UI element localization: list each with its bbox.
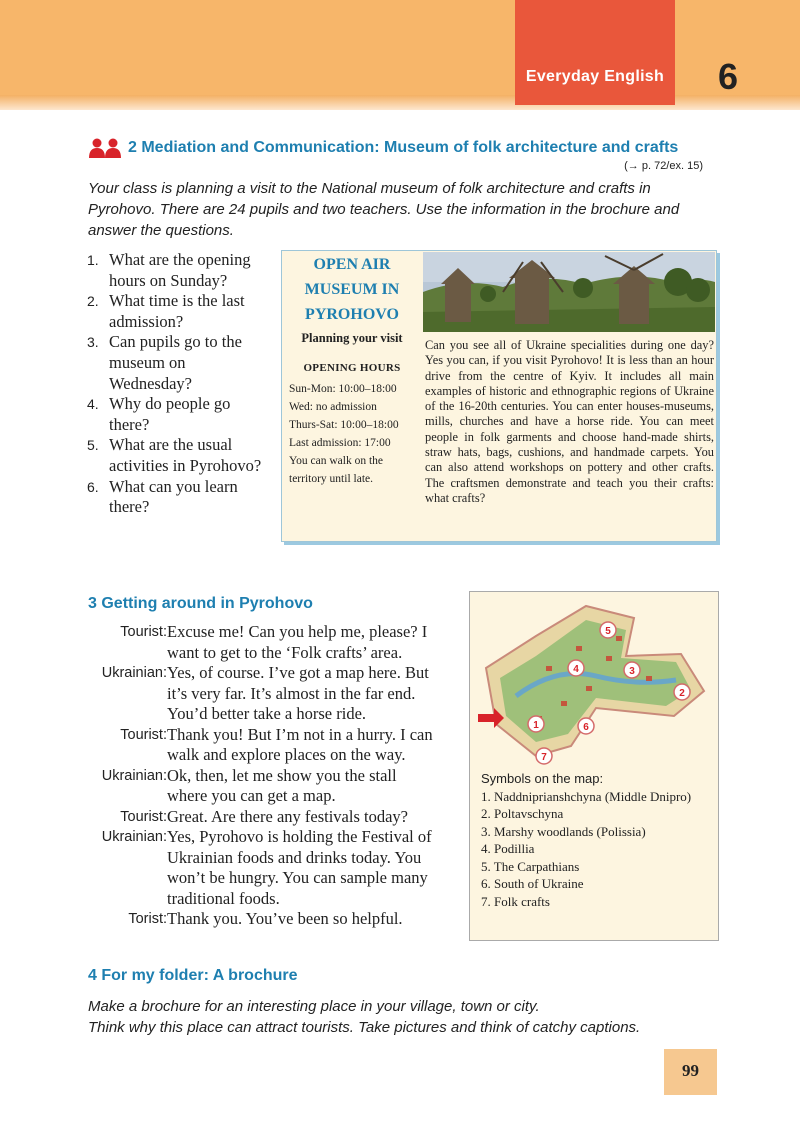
- section3-title: 3 Getting around in Pyrohovo: [88, 595, 313, 612]
- speech-line: Ok, then, let me show you the stall: [167, 765, 397, 785]
- question-item: 6. What can you learn there?: [87, 476, 238, 517]
- section4-text-1: Make a brochure for an interesting place in your village, town or city.: [88, 998, 540, 1015]
- speech-line: traditional foods.: [167, 888, 280, 908]
- speech: [167, 766, 467, 807]
- speech-line: Ukrainian foods and drinks today. You: [167, 847, 422, 867]
- speech-line: Thank you. You’ve been so helpful.: [167, 909, 403, 928]
- speaker: Tourist:: [120, 726, 167, 743]
- map-marker: 5: [605, 626, 611, 637]
- speaker: Tourist:: [120, 808, 167, 825]
- dialogue-turn: [87, 827, 467, 909]
- speech-line: You’d better take a horse ride.: [167, 704, 367, 723]
- question-item: 2. What time is the last admission?: [87, 291, 245, 331]
- question-item: 4. Why do people go there?: [87, 394, 231, 434]
- section2-instructions: Your class is planning a visit to the National museum of folk architecture and crafts in Pyrohovo. There are 24 pupils and two teachers. Use the information in the brochure and answer the questions.: [88, 180, 680, 239]
- section4-title: 4 For my folder: A brochure: [88, 967, 298, 984]
- brochure-text: Can you see all of Ukraine specialities during one day? Yes you can, if you visit Pyrohovo! It is less than an hour drive from the centre of Kyiv. It includes all main examples of historic and ethnographic regions of Ukraine of the 16-20th centuries. You can enter houses-museums, mills, churches and have a horse ride. You can meet people in folk garments and choose hand-made shirts, straw hats, bags, cushions, and handmade carpets. You can also attend workshops on pottery and other crafts. The craftsmen demonstrate and teach you their crafts: what crafts?: [425, 338, 714, 505]
- speech: [167, 725, 467, 766]
- speaker: Ukrainian:: [101, 767, 167, 784]
- brochure-title: OPEN AIR MUSEUM IN PYROHOVO: [304, 256, 400, 323]
- symbol-item: 4. Podillia: [481, 841, 535, 856]
- header-band-fade: [0, 95, 800, 110]
- symbol-item: 2. Poltavschyna: [481, 806, 564, 821]
- dialogue-turn: [87, 663, 467, 725]
- header-band: [0, 0, 800, 110]
- map-symbols: [481, 770, 713, 910]
- unit-tab: [515, 0, 675, 105]
- museum-map: [476, 596, 712, 766]
- map-marker: 4: [573, 664, 579, 675]
- speech-line: where you can get a map.: [167, 786, 336, 805]
- speech-line: Yes, Pyrohovo is holding the Festival of: [167, 827, 432, 846]
- speech-line: Great. Are there any festivals today?: [167, 806, 408, 826]
- speech: [167, 663, 467, 725]
- speech: [167, 807, 467, 828]
- map-marker: 7: [541, 752, 547, 763]
- opening-hours-list: [289, 380, 419, 488]
- brochure-subtitle: Planning your visit: [301, 331, 403, 345]
- map-marker: 6: [583, 722, 589, 733]
- speaker: Torist:: [128, 911, 167, 927]
- hours-line: Thurs-Sat: 10:00–18:00: [289, 419, 399, 431]
- map-marker: 1: [533, 720, 539, 731]
- symbols-title: Symbols on the map:: [481, 771, 604, 786]
- speech: [167, 622, 467, 663]
- section2-title: 2 Mediation and Communication: Museum of folk architecture and crafts: [128, 139, 679, 156]
- question-list: [87, 250, 272, 518]
- question-item: 3. Can pupils go to the museum on Wednesday?: [87, 332, 242, 393]
- map-marker: 2: [679, 688, 685, 699]
- unit-number: 6: [717, 56, 739, 97]
- speaker: Tourist:: [120, 624, 167, 640]
- hours-line: You can walk on the territory until late.: [289, 455, 384, 485]
- dialogue-turn: [87, 622, 467, 663]
- speech-line: it’s very far. It’s almost in the far end.: [167, 683, 416, 703]
- symbol-item: 1. Naddniprianshchyna (Middle Dnipro): [481, 788, 692, 804]
- opening-hours-title: OPENING HOURS: [303, 362, 401, 374]
- windmills-photo: [423, 252, 715, 332]
- speech-line: Thank you! But I’m not in a hurry. I can: [167, 724, 433, 744]
- speech-line: want to get to the ‘Folk crafts’ area.: [167, 642, 403, 662]
- unit-label: Everyday English: [525, 68, 665, 85]
- page-number: 99: [682, 1061, 699, 1080]
- pair-work-icon: [88, 138, 124, 158]
- question-item: 5. What are the usual activities in Pyrohovo?: [87, 435, 262, 475]
- speech-line: won’t be hungry. You can sample many: [167, 868, 428, 887]
- dialogue-turn: [87, 909, 467, 930]
- dialogue: [87, 622, 467, 930]
- question-item: 1. What are the opening hours on Sunday?: [87, 250, 251, 290]
- section4-text-2: Think why this place can attract tourists. Take pictures and think of catchy captions.: [88, 1019, 641, 1036]
- map-marker: 3: [629, 666, 635, 677]
- hours-line: Sun-Mon: 10:00–18:00: [289, 383, 397, 395]
- speech: [167, 909, 467, 930]
- section2-ref: (→ p. 72/ex. 15): [624, 160, 703, 172]
- speech-line: Yes, of course. I’ve got a map here. But: [167, 663, 429, 682]
- dialogue-turn: [87, 807, 467, 828]
- speech-line: walk and explore places on the way.: [167, 745, 406, 764]
- speaker: Ukrainian:: [101, 829, 167, 845]
- dialogue-turn: [87, 725, 467, 766]
- dialogue-turn: [87, 766, 467, 807]
- symbol-item: 6. South of Ukraine: [481, 876, 584, 891]
- hours-line: Last admission: 17:00: [289, 437, 391, 449]
- symbol-item: 7. Folk crafts: [481, 893, 550, 909]
- speaker: Ukrainian:: [101, 665, 167, 681]
- speech: [167, 827, 467, 909]
- speech-line: Excuse me! Can you help me, please? I: [167, 622, 428, 641]
- symbol-item: 5. The Carpathians: [481, 858, 580, 874]
- symbol-item: 3. Marshy woodlands (Polissia): [481, 823, 646, 839]
- hours-line: Wed: no admission: [289, 401, 377, 413]
